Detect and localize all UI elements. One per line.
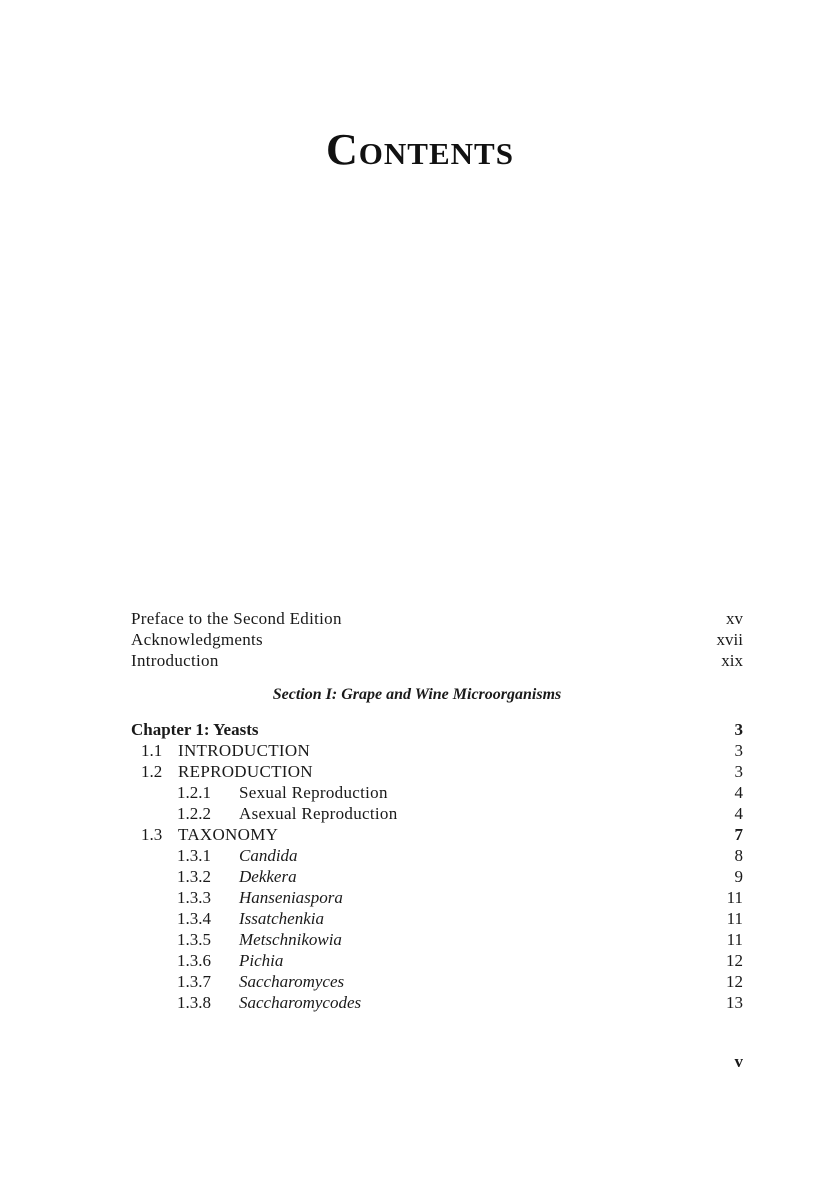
toc-subsection-entry[interactable] bbox=[131, 971, 743, 992]
toc-subsection-entry[interactable] bbox=[131, 992, 743, 1013]
toc-entry-label: Acknowledgments bbox=[131, 630, 263, 649]
toc-entry-number: 1.2.2 bbox=[177, 804, 211, 823]
toc-entry-label: INTRODUCTION bbox=[178, 741, 311, 760]
page-folio: v bbox=[734, 1052, 743, 1071]
toc-entry-page: 12 bbox=[726, 972, 743, 991]
toc-subsection-entry[interactable] bbox=[131, 908, 743, 929]
toc-entry-page: xix bbox=[721, 651, 743, 670]
toc-entry-page: 9 bbox=[734, 867, 743, 886]
toc-entry-label: Metschnikowia bbox=[239, 930, 342, 949]
toc-entry-number: 1.2 bbox=[141, 762, 163, 781]
toc-entry-number: 1.3.7 bbox=[177, 972, 211, 991]
toc-subsection-entry[interactable] bbox=[131, 866, 743, 887]
toc-entry-number: 1.3.1 bbox=[177, 846, 211, 865]
toc-section-entry[interactable] bbox=[131, 740, 743, 761]
toc-entry-label: Saccharomycodes bbox=[239, 993, 362, 1012]
toc-chapter-entry[interactable] bbox=[131, 719, 743, 740]
toc-entry-acknowledgments[interactable] bbox=[131, 629, 743, 650]
toc-entry-number: 1.3.5 bbox=[177, 930, 211, 949]
toc-entry-preface[interactable] bbox=[131, 608, 743, 629]
toc-subsection-entry[interactable] bbox=[131, 845, 743, 866]
toc-entry-label: TAXONOMY bbox=[178, 825, 279, 844]
toc-subsection-entry[interactable] bbox=[131, 803, 743, 824]
toc-subsection-entry[interactable] bbox=[131, 782, 743, 803]
toc-section-entry[interactable] bbox=[131, 761, 743, 782]
spacer bbox=[131, 707, 743, 719]
toc-entry-number: 1.3 bbox=[141, 825, 163, 844]
chapter-page: 3 bbox=[734, 720, 743, 739]
toc-entries bbox=[131, 740, 743, 1013]
toc-entry-page: 7 bbox=[734, 825, 743, 844]
toc-entry-label: Sexual Reproduction bbox=[239, 783, 388, 802]
toc-entry-page: 3 bbox=[734, 762, 743, 781]
toc-entry-number: 1.2.1 bbox=[177, 783, 211, 802]
page-title: Contents bbox=[326, 125, 514, 174]
toc-entry-number: 1.3.4 bbox=[177, 909, 211, 928]
chapter-label: Chapter 1: Yeasts bbox=[131, 720, 259, 739]
toc-subsection-entry[interactable] bbox=[131, 887, 743, 908]
toc-entry-number: 1.3.6 bbox=[177, 951, 211, 970]
toc-entry-introduction[interactable] bbox=[131, 650, 743, 671]
toc-entry-page: 13 bbox=[726, 993, 743, 1012]
toc-entry-page: 4 bbox=[734, 783, 743, 802]
toc-entry-number: 1.1 bbox=[141, 741, 163, 760]
toc-entry-number: 1.3.3 bbox=[177, 888, 211, 907]
toc-entry-page: 11 bbox=[726, 888, 743, 907]
toc-entry-label: Candida bbox=[239, 846, 298, 865]
toc-entry-number: 1.3.2 bbox=[177, 867, 211, 886]
table-of-contents bbox=[131, 608, 743, 1013]
toc-subsection-entry[interactable] bbox=[131, 929, 743, 950]
toc-entry-label: Dekkera bbox=[239, 867, 297, 886]
toc-entry-page: 11 bbox=[726, 930, 743, 949]
section-heading: Section I: Grape and Wine Microorganisms bbox=[272, 686, 562, 703]
toc-entry-label: REPRODUCTION bbox=[178, 762, 313, 781]
toc-entry-label: Asexual Reproduction bbox=[239, 804, 398, 823]
toc-entry-page: xv bbox=[726, 609, 743, 628]
toc-entry-page: 3 bbox=[734, 741, 743, 760]
toc-entry-label: Hanseniaspora bbox=[239, 888, 343, 907]
toc-entry-label: Issatchenkia bbox=[239, 909, 324, 928]
toc-entry-page: 12 bbox=[726, 951, 743, 970]
spacer bbox=[131, 671, 743, 683]
toc-subsection-entry[interactable] bbox=[131, 950, 743, 971]
toc-section-entry[interactable] bbox=[131, 824, 743, 845]
toc-entry-label: Saccharomyces bbox=[239, 972, 345, 991]
toc-entry-page: xvii bbox=[716, 630, 743, 649]
toc-entry-label: Introduction bbox=[131, 651, 219, 670]
toc-entry-label: Preface to the Second Edition bbox=[131, 609, 342, 628]
toc-entry-number: 1.3.8 bbox=[177, 993, 211, 1012]
toc-entry-page: 4 bbox=[734, 804, 743, 823]
toc-entry-label: Pichia bbox=[239, 951, 284, 970]
toc-entry-page: 8 bbox=[734, 846, 743, 865]
toc-entry-page: 11 bbox=[726, 909, 743, 928]
